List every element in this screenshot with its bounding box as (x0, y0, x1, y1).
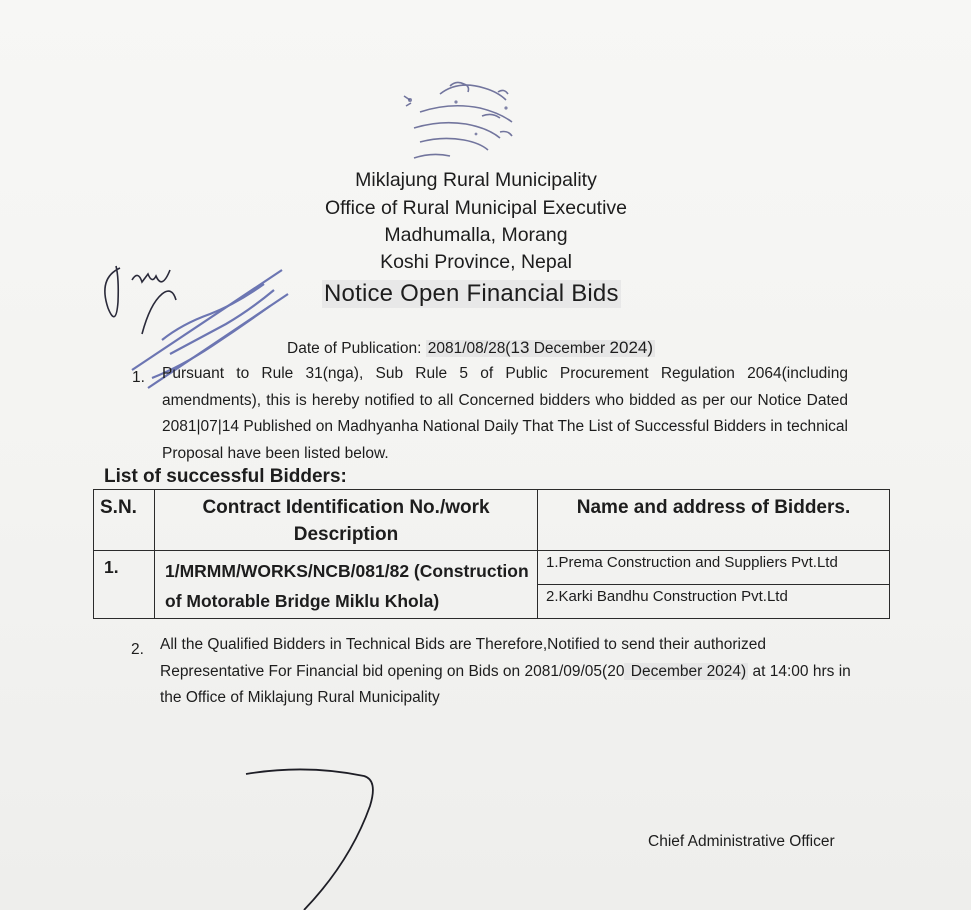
bidder-2: 2.Karki Bandhu Construction Pvt.Ltd (538, 585, 890, 619)
municipality-name: Miklajung Rural Municipality (355, 169, 597, 191)
official-seal-stamp-icon (380, 72, 550, 172)
row-sn: 1. (94, 551, 155, 619)
bidder-1: 1.Prema Construction and Suppliers Pvt.Ltd (538, 551, 890, 585)
publication-date: 2081/08/28(13 December 2024) (427, 338, 654, 357)
column-header-sn: S.N. (94, 490, 155, 551)
office-name: Office of Rural Municipal Executive (324, 197, 628, 219)
officer-signature-icon (228, 760, 398, 910)
table-row (94, 551, 890, 585)
address-line: Madhumalla, Morang (384, 224, 568, 246)
publication-label: Date of Publication: (287, 340, 422, 357)
paragraph-2-number: 2. (131, 641, 144, 658)
table-header-row (94, 490, 890, 551)
paragraph-1-number: 1. (132, 369, 145, 386)
list-heading: List of successful Bidders: (104, 466, 347, 487)
publication-date-line (287, 338, 655, 358)
column-header-contract: Contract Identification No./work Description (155, 490, 538, 551)
successful-bidders-table (93, 489, 890, 619)
row-work-description: 1/MRMM/WORKS/NCB/081/82 (Construction of Motorable Bridge Miklu Khola) (155, 551, 538, 619)
column-header-bidders: Name and address of Bidders. (538, 490, 890, 551)
province-line: Koshi Province, Nepal (380, 251, 572, 273)
notice-title: Notice Open Financial Bids (324, 280, 619, 307)
signoff-title: Chief Administrative Officer (648, 833, 835, 850)
paragraph-2-text: All the Qualified Bidders in Technical Bids are Therefore,Notified to send their authorized Representative For Financial bid opening on Bids on 2081/09/05(20 December 2024) at 14:00 hrs in the Office of Miklajung Rural Municipality (160, 636, 851, 706)
paragraph-1-text: Pursuant to Rule 31(nga), Sub Rule 5 of Public Procurement Regulation 2064(including amendments), this is hereby notified to all Concerned bidders who bidded as per our Notice Dated 2081|07|14 Published on Madhyanha National Daily That The List of Successful Bidders in technical Proposal have been listed below. (162, 365, 848, 462)
